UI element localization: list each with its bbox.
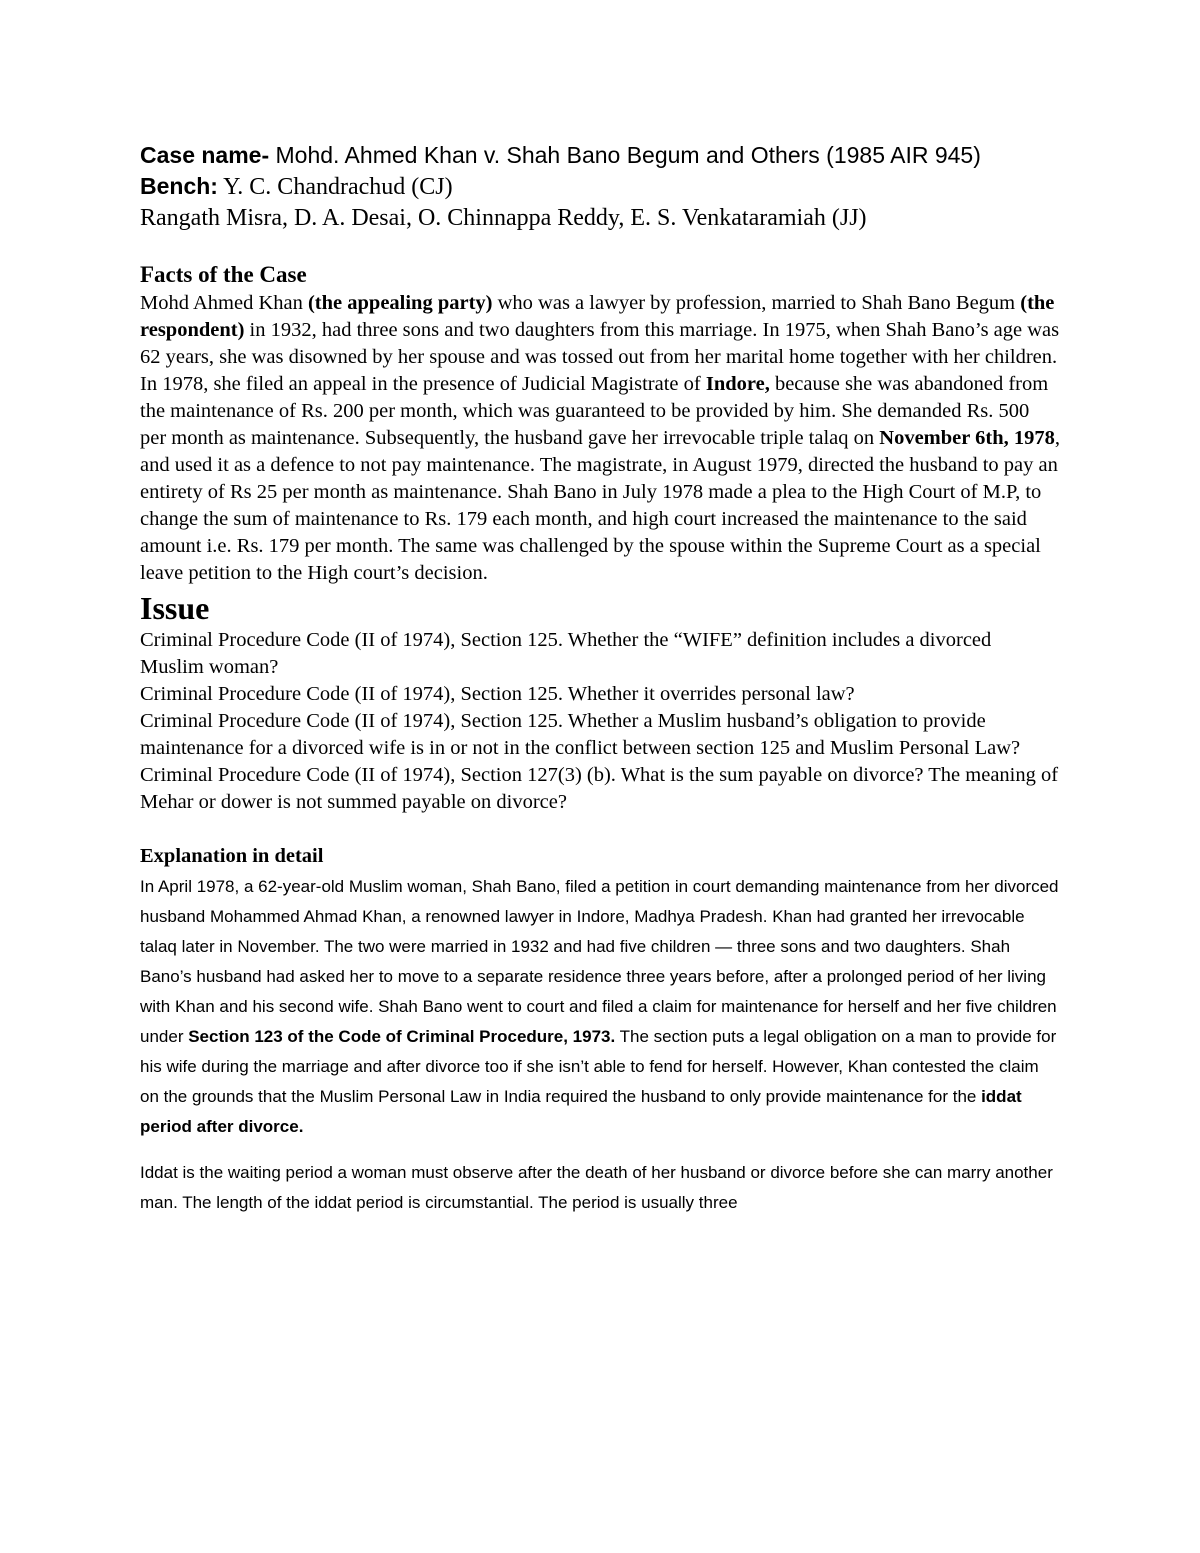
expl-bold-code: of the Code of Criminal Procedure, 1973. — [282, 1027, 616, 1046]
bench-line — [140, 171, 1060, 203]
bench-value: Y. C. Chandrachud (CJ) — [217, 174, 453, 200]
issue-item: Criminal Procedure Code (II of 1974), Section 127(3) (b). What is the sum payable on divorce? The meaning of Mehar or dower is not summed payable on divorce? — [140, 764, 1059, 813]
expl-text-3: The section puts a legal obligation on a man to provide for his wife during the marriage and after divorce too if she isn’t able to fend for herself. However, Khan contested the claim on the grounds that the Muslim Personal Law in India required the husband to only provide maintenance for the — [140, 1027, 1057, 1106]
issue-item: Criminal Procedure Code (II of 1974), Section 125. Whether a Muslim husband’s obligation to provide maintenance for a divorced wife is in or not in the conflict between section 125 and Muslim Personal Law? — [140, 710, 1021, 759]
facts-text-2: who was a lawyer by profession, married to Shah Bano Begum — [492, 292, 1021, 314]
facts-heading: Facts of the Case — [140, 262, 307, 287]
issue-item: Criminal Procedure Code (II of 1974), Section 125. Whether it overrides personal law? — [140, 683, 855, 705]
issue-list — [140, 627, 1060, 816]
facts-text-3: in 1932, had three sons and two daughters from this marriage. In 1975, when Shah Bano’s age was 62 years, she was disowned by her spouse and was tossed out from her marital home together with her children. In 1978, she filed an appeal in the presence of Judicial Magistrate of — [140, 319, 1060, 395]
judges-line: Rangath Misra, D. A. Desai, O. Chinnappa Reddy, E. S. Venkataramiah (JJ) — [140, 205, 867, 231]
facts-paragraph — [140, 290, 1060, 587]
explanation-heading: Explanation in detail — [140, 845, 324, 867]
explanation-paragraph-2: Iddat is the waiting period a woman must observe after the death of her husband or divorce before she can marry another man. The length of the iddat period is circumstantial. The period is usually three — [140, 1163, 1053, 1212]
facts-bold-2: (the respondent) — [140, 292, 1055, 341]
case-name-label: Case name- — [140, 142, 270, 168]
facts-text-5: , and used it as a defence to not pay maintenance. The magistrate, in August 1979, directed the husband to pay an entirety of Rs 25 per month as maintenance. Shah Bano in July 1978 made a plea to the High Court of M.P, to change the sum of maintenance to Rs. 179 each month, and high court increased the maintenance to the said amount i.e. Rs. 179 per month. The same was challenged by the spouse within the Supreme Court as a special leave petition to the High court’s decision. — [140, 427, 1060, 584]
case-header — [140, 140, 1060, 234]
facts-bold-4: November 6th, 1978 — [879, 427, 1055, 449]
issue-item: Criminal Procedure Code (II of 1974), Section 125. Whether the “WIFE” definition includes a divorced Muslim woman? — [140, 629, 992, 678]
case-name-line — [140, 140, 1060, 171]
facts-bold-3: Indore, — [705, 373, 770, 395]
explanation-paragraph-1 — [140, 872, 1060, 1142]
case-name-value: Mohd. Ahmed Khan v. Shah Bano Begum and Others (1985 AIR 945) — [269, 142, 981, 168]
expl-bold-2: iddat period after divorce. — [140, 1087, 1022, 1136]
expl-text-1: In April 1978, a 62-year-old Muslim woman, Shah Bano, filed a petition in court demanding maintenance from her divorced husband Mohammed Ahmad Khan, a renowned lawyer in Indore, Madhya Pradesh. Khan had granted her irrevocable talaq later in November. The two were married in 1932 and had five children — three sons and two daughters. Shah Bano’s husband had asked her to move to a separate residence three years before, after a prolonged period of her living with Khan and his second wife. Shah Bano went to court and filed a claim for maintenance for herself and her five children under — [140, 877, 1059, 1046]
facts-text-1: Mohd Ahmed Khan — [140, 292, 308, 314]
facts-bold-1: (the appealing party) — [307, 292, 493, 314]
issue-heading: Issue — [140, 590, 210, 626]
bench-label: Bench: — [140, 173, 218, 199]
facts-text-4: because she was abandoned from the maintenance of Rs. 200 per month, which was guaranteed to be provided by him. She demanded Rs. 500 per month as maintenance. Subsequently, the husband gave her irrevocable triple talaq on — [140, 373, 1049, 449]
document-page — [140, 140, 1060, 1218]
expl-bold-1: Section 123 — [188, 1027, 283, 1046]
